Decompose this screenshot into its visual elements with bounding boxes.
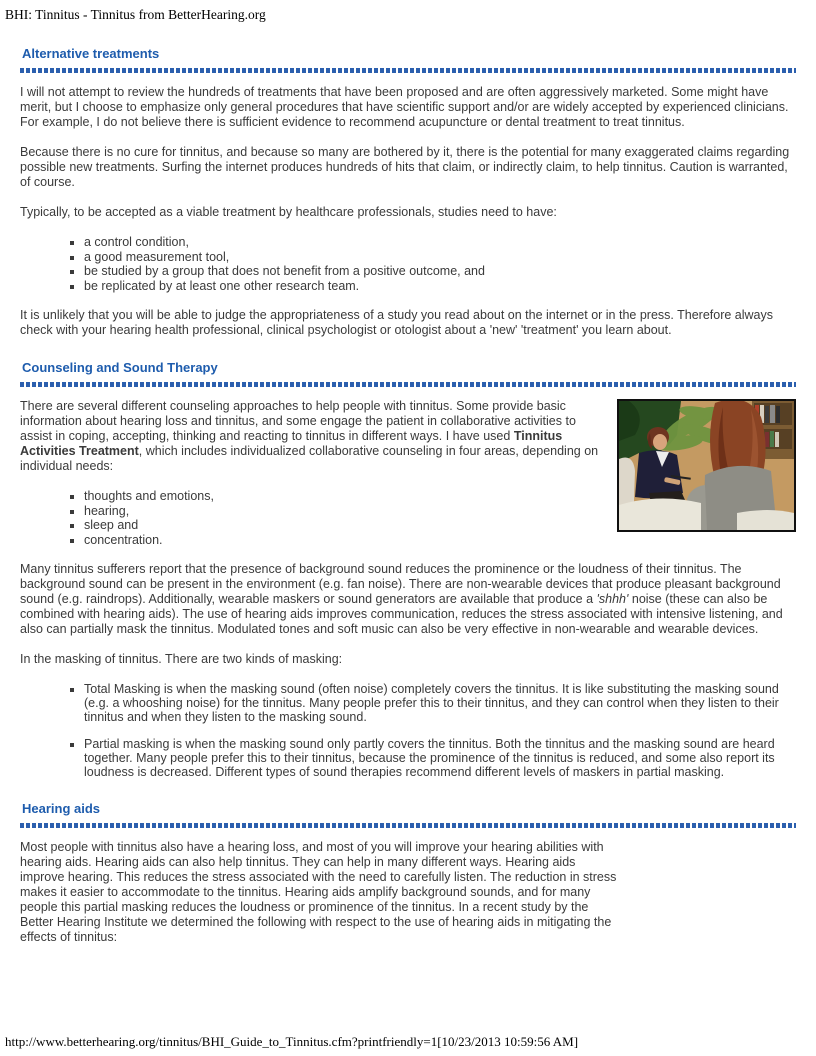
text-run: , which includes individualized collaborative counseling in four areas, depending on individual needs: <box>20 444 599 473</box>
bullet-list-study-criteria <box>20 235 796 293</box>
paragraph: It is unlikely that you will be able to judge the appropriateness of a study you read about on the internet or in the press. Therefore always check with your hearing health professional, clinical psychologist or otologist about a 'new' 'treatment' you learn about. <box>20 308 773 337</box>
list-item-total-masking: ▪ Total Masking is when the masking sound (often noise) completely covers the tinnitus. It is like substituting the masking sound (e.g. a whooshing noise) for the tinnitus. Many people prefer this to their tinnitus, and they can control when they listen to their tinnitus and when they listen to the masking sound. <box>84 682 796 724</box>
list-item: ▪ a good measurement tool, <box>84 250 796 265</box>
list-item: ▪ be replicated by at least one other research team. <box>84 279 796 294</box>
text-run-italic-shhh: 'shhh' <box>596 592 629 606</box>
page-title: BHI: Tinnitus - Tinnitus from BetterHearing.org <box>5 7 266 22</box>
bullet-list-masking-kinds <box>20 682 796 779</box>
paragraph: I will not attempt to review the hundreds of treatments that have been proposed and are often aggressively marketed. Some might have merit, but I choose to emphasize only general procedures that have scientific support and/or are widely accepted by experienced clinicians. For example, I do not believe there is sufficient evidence to recommend acupuncture or dental treatment to treat tinnitus. <box>20 85 789 129</box>
counseling-photo-illustration <box>619 401 794 530</box>
document-body <box>20 46 796 960</box>
section-counseling-sound-therapy <box>20 360 796 779</box>
list-item: ▪ thoughts and emotions, <box>84 489 796 504</box>
paragraph: Typically, to be accepted as a viable treatment by healthcare professionals, studies need to have: <box>20 205 557 219</box>
paragraph-hearing-aids: Most people with tinnitus also have a hearing loss, and most of you will improve your hearing abilities with hearing aids. Hearing aids can also help tinnitus. They can help in many different ways. Hearing aids improve hearing. This reduces the stress associated with the need to carefully listen. The reduction in stress makes it easier to accommodate to the tinnitus. Hearing aids amplify background sounds, and for many people this partial masking reduces the loudness or prominence of the tinnitus. In a recent study by the Better Hearing Institute we determined the following with respect to the use of hearing aids in mitigating the effects of tinnitus: <box>20 840 617 944</box>
section-divider-dotted-rule <box>20 823 796 828</box>
list-item: ▪ sleep and <box>84 518 796 533</box>
paragraph-masking-kinds-intro: In the masking of tinnitus. There are two kinds of masking: <box>20 652 343 666</box>
list-item: ▪ concentration. <box>84 533 796 548</box>
section-divider-dotted-rule <box>20 68 796 73</box>
section-heading-hearing-aids: Hearing aids <box>22 801 101 816</box>
paragraph-background-sound <box>20 562 796 637</box>
section-divider-dotted-rule <box>20 382 796 387</box>
paragraph: Because there is no cure for tinnitus, and because so many are bothered by it, there is the potential for many exaggerated claims regarding possible new treatments. Surfing the internet produces hundreds of hits that claim, or indirectly claim, to help tinnitus. Caution is warranted, of course. <box>20 145 790 189</box>
text-run-bold-tinnitus-activities-treatment: Tinnitus Activities Treatment <box>20 429 563 458</box>
float-wrap <box>20 399 796 562</box>
list-item: ▪ a control condition, <box>84 235 796 250</box>
list-item: ▪ hearing, <box>84 504 796 519</box>
list-item-partial-masking: ▪ Partial masking is when the masking sound only partly covers the tinnitus. Both the tinnitus and the masking sound are heard together. Many people prefer this to their tinnitus, because the prominence of the tinnitus is reduced, and some also report its loudness is decreased. Different types of sound therapies recommend different levels of maskers in partial masking. <box>84 737 796 779</box>
section-alternative-treatments <box>20 46 796 338</box>
text-run: There are several different counseling approaches to help people with tinnitus. Some provide basic information about hearing loss and tinnitus, and some engage the patient in collaborative activities to assist in coping, accepting, thinking and reacting to tinnitus in different ways. I have used <box>20 399 576 443</box>
section-heading-alternative-treatments: Alternative treatments <box>22 46 160 61</box>
section-hearing-aids <box>20 801 796 945</box>
text-run: noise (these can also be combined with hearing aids). The use of hearing aids improves communication, reduces the stress associated with intensive listening, and also can partially mask the tinnitus. Modulated tones and soft music can also be very effective in non-wearable and wearable devices. <box>20 592 783 636</box>
list-item: ▪ be studied by a group that does not benefit from a positive outcome, and <box>84 264 796 279</box>
text-run: Many tinnitus sufferers report that the presence of background sound reduces the prominence or the loudness of their tinnitus. The background sound can be present in the environment (e.g. fan noise). There are non-wearable devices that produce pleasant background sound (e.g. raindrops). Additionally, wearable maskers or sound generators are available that produce a <box>20 562 781 606</box>
footer-url-timestamp: http://www.betterhearing.org/tinnitus/BHI_Guide_to_Tinnitus.cfm?printfriendly=1[10/23/2013 10:59:56 AM] <box>5 1034 579 1049</box>
section-heading-counseling-sound-therapy: Counseling and Sound Therapy <box>22 360 218 375</box>
counseling-session-photo <box>617 399 796 532</box>
